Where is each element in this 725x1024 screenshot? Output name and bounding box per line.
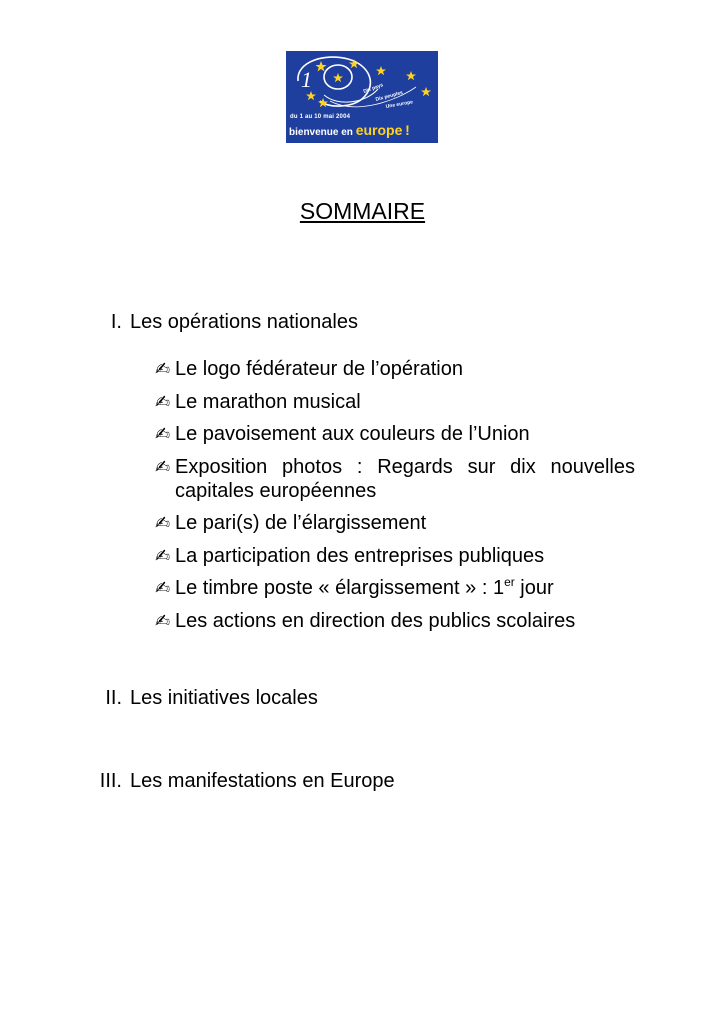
list-item (155, 455, 635, 503)
list-item (155, 390, 635, 414)
pen-icon: ✍ (155, 456, 171, 477)
section-3 (99, 770, 395, 793)
pen-icon: ✍ (155, 513, 171, 533)
logo-arc-text-1: Dix pays (362, 82, 385, 95)
pen-icon: ✍ (155, 424, 171, 444)
pen-icon: ✍ (155, 359, 171, 379)
list-item (155, 576, 635, 600)
list-item-text: Le logo fédérateur de l’opération (175, 358, 463, 380)
logo-welcome-europe: europe (355, 122, 403, 138)
section-3-label: Les manifestations en Europe (130, 770, 395, 792)
logo-welcome-bang: ! (405, 122, 410, 138)
section-1-number: I. (110, 311, 122, 333)
section-1-items (155, 357, 635, 641)
event-logo (286, 51, 438, 143)
logo-date: du 1 au 10 mai 2004 (290, 114, 351, 120)
list-item-text: Les actions en direction des publics scolaires (175, 609, 576, 632)
logo-arc-text-2: Dix peuples (374, 89, 404, 103)
logo-numeral: 1 (301, 67, 312, 92)
section-2 (105, 687, 318, 710)
list-item-text: Le pavoisement aux couleurs de l’Union (175, 423, 530, 445)
list-item-text: Exposition photos : Regards sur dix nouvelles (175, 455, 635, 478)
list-item (155, 609, 635, 633)
list-item-text-continued: capitales européennes (175, 479, 377, 502)
pen-icon: ✍ (155, 610, 171, 631)
superscript: er (504, 575, 515, 589)
list-item-text-end: jour (520, 577, 554, 599)
list-item-text: Le marathon musical (175, 390, 361, 413)
list-item (155, 422, 635, 446)
pen-icon: ✍ (155, 545, 171, 566)
pen-icon: ✍ (155, 578, 171, 598)
logo-arc-text-3: Une europe (385, 99, 414, 110)
page-title: SOMMAIRE (299, 198, 426, 224)
section-1-label: Les opérations nationales (130, 311, 358, 333)
pen-icon: ✍ (155, 391, 171, 412)
section-1 (110, 311, 358, 334)
logo-graphic (286, 51, 438, 113)
list-item-text: Le timbre poste « élargissement » : 1 (175, 577, 505, 599)
section-3-number: III. (99, 770, 122, 792)
logo-welcome (289, 122, 410, 138)
section-2-label: Les initiatives locales (130, 687, 318, 709)
list-item (155, 511, 635, 535)
list-item (155, 544, 635, 568)
logo-welcome-text: bienvenue en (289, 127, 353, 138)
list-item-text: La participation des entreprises publiques (175, 544, 545, 567)
list-item (155, 357, 635, 381)
section-2-number: II. (105, 687, 122, 709)
list-item-text: Le pari(s) de l’élargissement (175, 512, 427, 534)
logo-caption (286, 113, 438, 143)
